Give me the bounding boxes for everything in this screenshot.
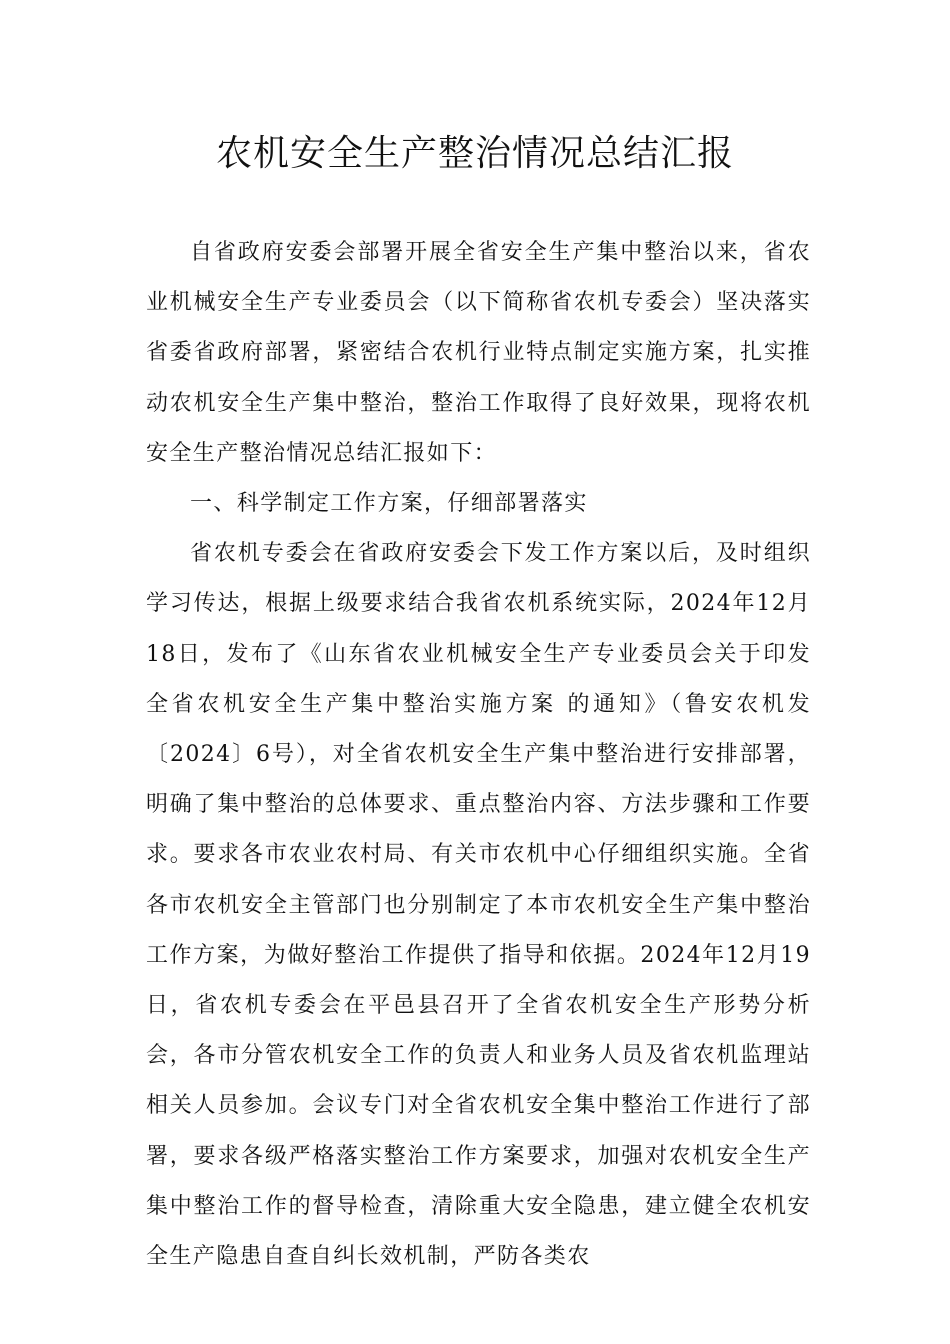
section-heading-1: 一、科学制定工作方案，仔细部署落实	[190, 491, 588, 517]
document-title: 农机安全生产整治情况总结汇报	[215, 133, 734, 174]
document-body	[146, 228, 811, 1282]
intro-paragraph: 自省政府安委会部署开展全省安全生产集中整治以来，省农业机械安全生产专业委员会（以下简称省农机专委会）坚决落实省委省政府部署，紧密结合农机行业特点制定实施方案，扎实推动农机安全生产集中整治，整治工作取得了良好效果，现将农机安全生产整治情况总结汇报如下：	[146, 240, 811, 466]
section-1-paragraph: 省农机专委会在省政府安委会下发工作方案以后，及时组织学习传达，根据上级要求结合我省农机系统实际，2024年12月18日，发布了《山东省农业机械安全生产专业委员会关于印发 全省农机安全生产集中整治实施方案 的通知》（鲁安农机发〔2024〕6号），对全省农机安全生产集中整治进行安排部署，明确了集中整治的总体要求、重点整治内容、方法步骤和工作要求。要求各市农业农村局、有关市农机中心仔细组织实施。全省各市农机安全主管部门也分别制定了本市农机安全生产集中整治工作方案，为做好整治工作提供了指导和依据。2024年12月19日，省农机专委会在平邑县召开了全省农机安全生产形势分析会，各市分管农机安全工作的负责人和业务人员及省农机监理站相关人员参加。会议专门对全省农机安全集中整治工作进行了部署，要求各级严格落实整治工作方案要求，加强对农机安全生产集中整治工作的督导检查，清除重大安全隐患，建立健全农机安全生产隐患自查自纠长效机制，严防各类农	[146, 541, 811, 1270]
